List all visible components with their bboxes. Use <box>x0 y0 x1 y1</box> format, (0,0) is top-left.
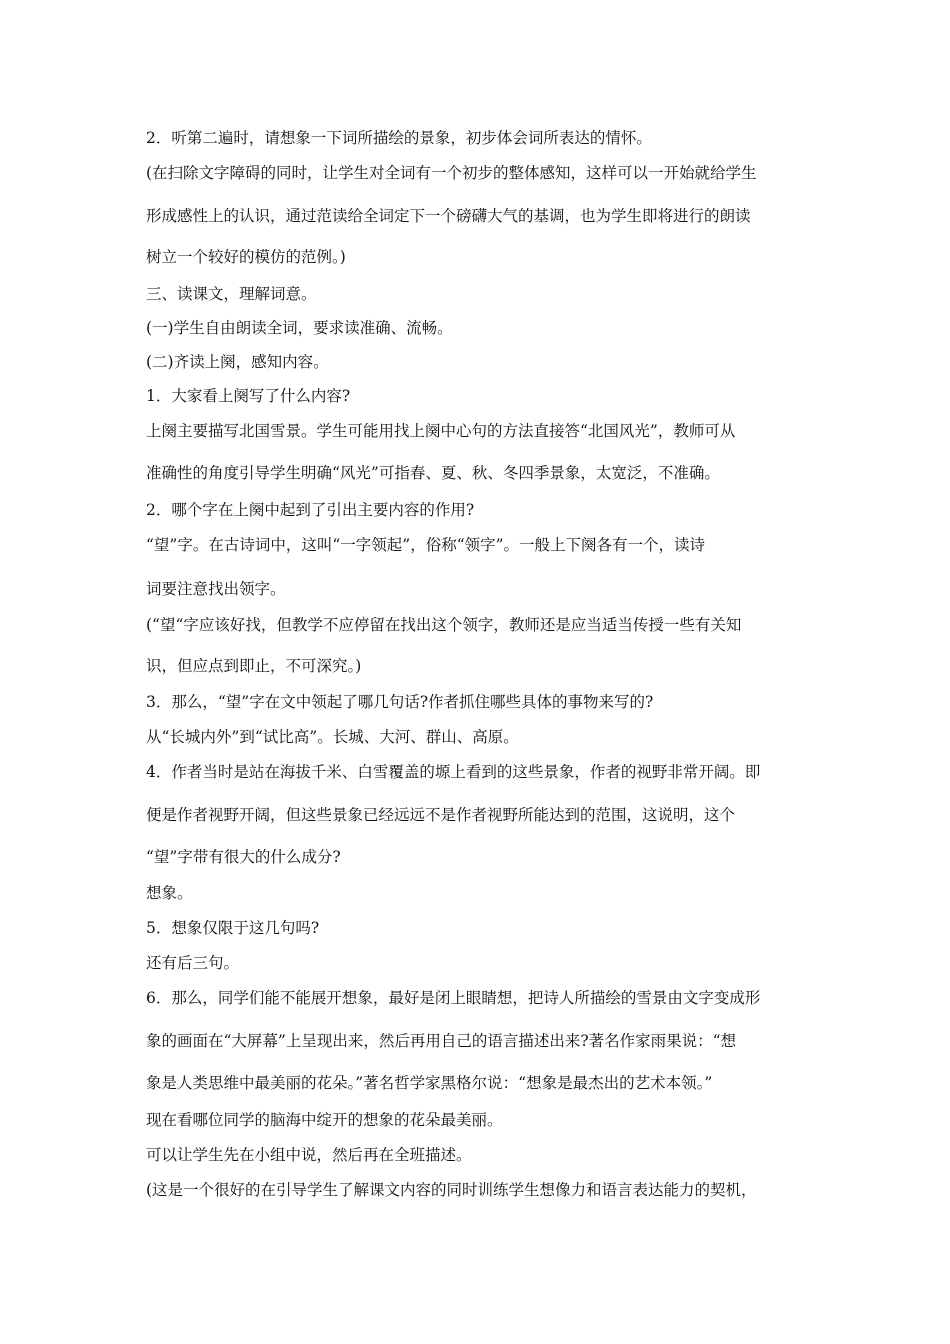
text-line: 便是作者视野开阔，但这些景象已经远远不是作者视野所能达到的范围，这说明，这个 <box>146 806 736 824</box>
text-line: 从“长城内外”到“试比高”。长城、大河、群山、高原。 <box>146 728 519 746</box>
question-line: 3．那么，“望”字在文中领起了哪几句话?作者抓住哪些具体的事物来写的? <box>146 693 654 711</box>
text-line: 象的画面在“大屏幕”上呈现出来，然后再用自己的语言描述出来?著名作家雨果说：“想 <box>146 1032 737 1050</box>
text-line: “望”字带有很大的什么成分? <box>146 848 341 866</box>
text-line: 准确性的角度引导学生明确“风光”可指春、夏、秋、冬四季景象，太宽泛，不准确。 <box>146 464 720 482</box>
text-line: 可以让学生先在小组中说，然后再在全班描述。 <box>146 1146 472 1164</box>
text-line: 2．听第二遍时，请想象一下词所描绘的景象，初步体会词所表达的情怀。 <box>146 129 652 147</box>
question-line: 1．大家看上阕写了什么内容? <box>146 387 351 405</box>
question-line: 2．哪个字在上阕中起到了引出主要内容的作用? <box>146 501 475 519</box>
text-line: 形成感性上的认识，通过范读给全词定下一个磅礴大气的基调，也为学生即将进行的朗读 <box>146 207 751 225</box>
text-line: 象是人类思维中最美丽的花朵。”著名哲学家黑格尔说：“想象是最杰出的艺术本领。” <box>146 1074 713 1092</box>
text-line: 还有后三句。 <box>146 954 240 972</box>
text-line: (在扫除文字障碍的同时，让学生对全词有一个初步的整体感知，这样可以一开始就给学生 <box>146 164 757 182</box>
question-line: 6．那么，同学们能不能展开想象，最好是闭上眼睛想，把诗人所描绘的雪景由文字变成形 <box>146 989 761 1007</box>
section-heading: 三、读课文，理解词意。 <box>146 285 317 303</box>
text-line: 上阕主要描写北国雪景。学生可能用找上阕中心句的方法直接答“北国风光”，教师可从 <box>146 422 736 440</box>
text-line: 想象。 <box>146 884 193 902</box>
text-line: 树立一个较好的模仿的范例。) <box>146 248 346 266</box>
text-line: 识，但应点到即止，不可深究。) <box>146 657 362 675</box>
text-line: (二)齐读上阕，感知内容。 <box>146 353 329 371</box>
text-line: “望”字。在古诗词中，这叫“一字领起”，俗称“领字”。一般上下阕各有一个，读诗 <box>146 536 706 554</box>
text-line: 词要注意找出领字。 <box>146 580 286 598</box>
text-line: (“望“字应该好找，但教学不应停留在找出这个领字，教师还是应当适当传授一些有关知 <box>146 616 742 634</box>
text-line: (一)学生自由朗读全词，要求读准确、流畅。 <box>146 319 453 337</box>
text-line: 现在看哪位同学的脑海中绽开的想象的花朵最美丽。 <box>146 1111 503 1129</box>
question-line: 4．作者当时是站在海拔千米、白雪覆盖的塬上看到的这些景象，作者的视野非常开阔。即 <box>146 763 761 781</box>
text-line: (这是一个很好的在引导学生了解课文内容的同时训练学生想像力和语言表达能力的契机， <box>146 1181 757 1199</box>
question-line: 5．想象仅限于这几句吗? <box>146 919 320 937</box>
